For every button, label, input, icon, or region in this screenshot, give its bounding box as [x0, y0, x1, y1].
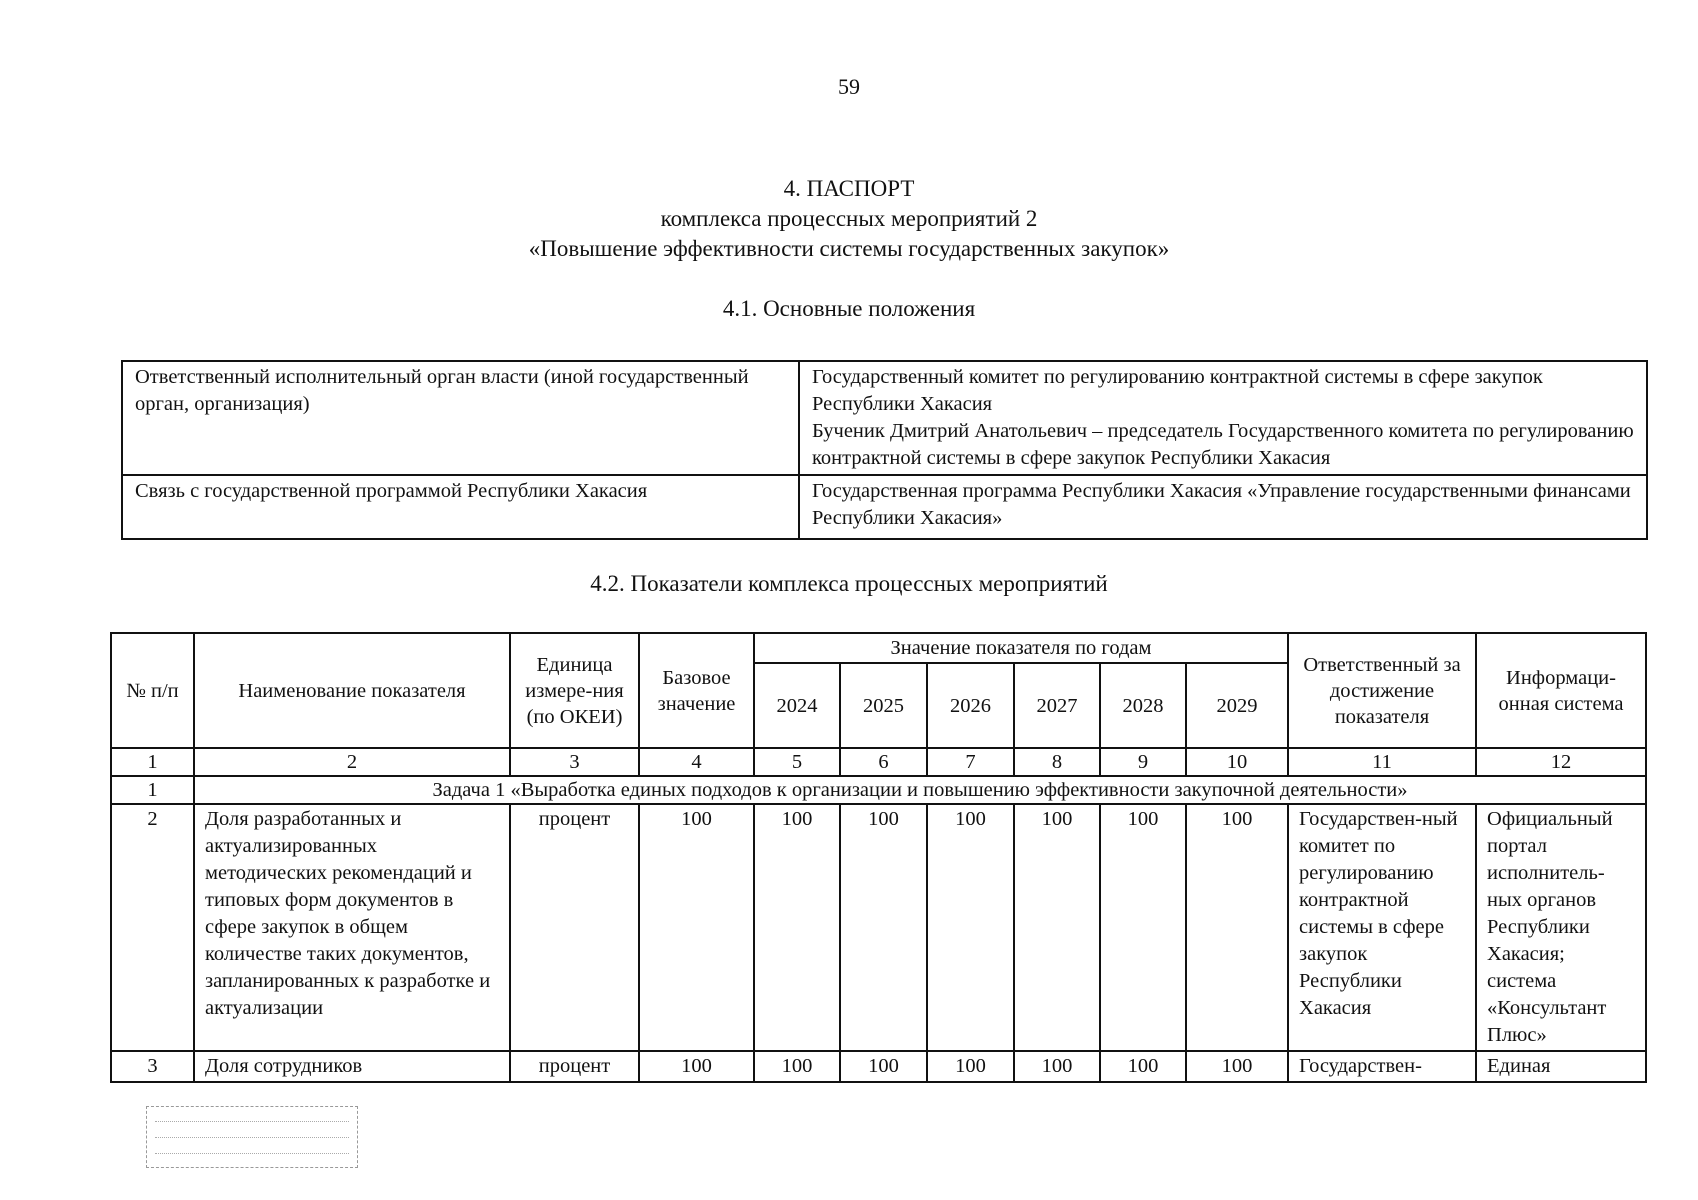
column-number: 2: [194, 748, 510, 776]
column-number: 7: [927, 748, 1014, 776]
section-42-title: 4.2. Показатели комплекса процессных мероприятий: [590, 571, 1108, 596]
table-row: [122, 475, 1647, 539]
header-unit: Единица измере-ния (по ОКЕИ): [510, 633, 639, 748]
passport-name: «Повышение эффективности системы государственных закупок»: [528, 236, 1170, 261]
stamp-line: [155, 1121, 349, 1122]
responsible-body-value: Государственный комитет по регулированию контрактной системы в сфере закупок Республики Хакасия: [812, 366, 1543, 415]
row-num: 2: [111, 804, 194, 1051]
header-year: 2027: [1014, 663, 1100, 748]
passport-subtitle: комплекса процессных мероприятий 2: [660, 206, 1038, 231]
task-num: 1: [111, 776, 194, 804]
column-number: 4: [639, 748, 754, 776]
header-year: 2029: [1186, 663, 1288, 748]
section-41-title: 4.1. Основные положения: [722, 296, 976, 321]
indicator-base: 100: [639, 1051, 754, 1082]
header-year: 2028: [1100, 663, 1186, 748]
indicators-table: [110, 632, 1647, 1083]
indicator-value: 100: [927, 1051, 1014, 1082]
column-number: 8: [1014, 748, 1100, 776]
column-number: 11: [1288, 748, 1476, 776]
basic-provisions-table: [121, 360, 1648, 540]
header-responsible: Ответственный за достижение показателя: [1288, 633, 1476, 748]
page-number: 59: [838, 74, 860, 99]
header-years-group: Значение показателя по годам: [754, 633, 1288, 663]
row-num: 3: [111, 1051, 194, 1082]
column-number: 12: [1476, 748, 1646, 776]
indicator-base: 100: [639, 804, 754, 1051]
indicator-value: 100: [754, 804, 840, 1051]
label-cell: [122, 475, 799, 539]
indicator-info-system: Единая: [1476, 1051, 1646, 1082]
indicator-responsible: Государствен-ный комитет по регулированию контрактной системы в сфере закупок Республики Хакасия: [1288, 804, 1476, 1051]
indicator-value: 100: [1100, 1051, 1186, 1082]
column-number: 6: [840, 748, 927, 776]
indicator-value: 100: [927, 804, 1014, 1051]
indicator-name: Доля сотрудников: [194, 1051, 510, 1082]
indicator-name: Доля разработанных и актуализированных методических рекомендаций и типовых форм документов в сфере закупок в общем количестве таких документов, запланированных к разработке и актуализации: [194, 804, 510, 1051]
column-number: 3: [510, 748, 639, 776]
indicator-info-system: Официальный портал исполнитель-ных органов Республики Хакасия; система «Консультант Плюс»: [1476, 804, 1646, 1051]
table-row: [122, 361, 1647, 475]
stamp-line: [155, 1153, 349, 1154]
label-cell: [122, 361, 799, 475]
header-year: 2024: [754, 663, 840, 748]
document-stamp: [146, 1106, 358, 1168]
header-num: № п/п: [111, 633, 194, 748]
indicator-value: 100: [1014, 1051, 1100, 1082]
table-row: [111, 1051, 1646, 1082]
column-number: 5: [754, 748, 840, 776]
column-number: 1: [111, 748, 194, 776]
indicator-value: 100: [1186, 804, 1288, 1051]
responsible-person-value: Бученик Дмитрий Анатольевич – председатель Государственного комитета по регулированию контрактной системы в сфере закупок Республики Хакасия: [812, 420, 1634, 469]
column-numbers-row: [111, 748, 1646, 776]
indicator-value: 100: [1186, 1051, 1288, 1082]
indicator-value: 100: [754, 1051, 840, 1082]
indicator-unit: процент: [510, 1051, 639, 1082]
value-cell: [799, 361, 1647, 475]
header-name: Наименование показателя: [194, 633, 510, 748]
header-info-system: Информаци-онная система: [1476, 633, 1646, 748]
program-link-value: Государственная программа Республики Хакасия «Управление государственными финансами Республики Хакасия»: [812, 480, 1631, 529]
column-number: 9: [1100, 748, 1186, 776]
header-year: 2026: [927, 663, 1014, 748]
task-title: Задача 1 «Выработка единых подходов к организации и повышению эффективности закупочной деятельности»: [194, 776, 1646, 804]
task-row: [111, 776, 1646, 804]
header-base: Базовое значение: [639, 633, 754, 748]
header-row: [111, 633, 1646, 663]
header-year: 2025: [840, 663, 927, 748]
value-cell: [799, 475, 1647, 539]
indicator-unit: процент: [510, 804, 639, 1051]
indicator-value: 100: [840, 1051, 927, 1082]
responsible-body-label: Ответственный исполнительный орган власти (иной государственный орган, организация): [135, 366, 749, 415]
table-row: [111, 804, 1646, 1051]
passport-title: 4. ПАСПОРТ: [783, 176, 915, 201]
indicator-value: 100: [840, 804, 927, 1051]
column-number: 10: [1186, 748, 1288, 776]
indicator-responsible: Государствен-: [1288, 1051, 1476, 1082]
program-link-label: Связь с государственной программой Республики Хакасия: [135, 480, 648, 502]
indicator-value: 100: [1100, 804, 1186, 1051]
stamp-line: [155, 1137, 349, 1138]
indicator-value: 100: [1014, 804, 1100, 1051]
